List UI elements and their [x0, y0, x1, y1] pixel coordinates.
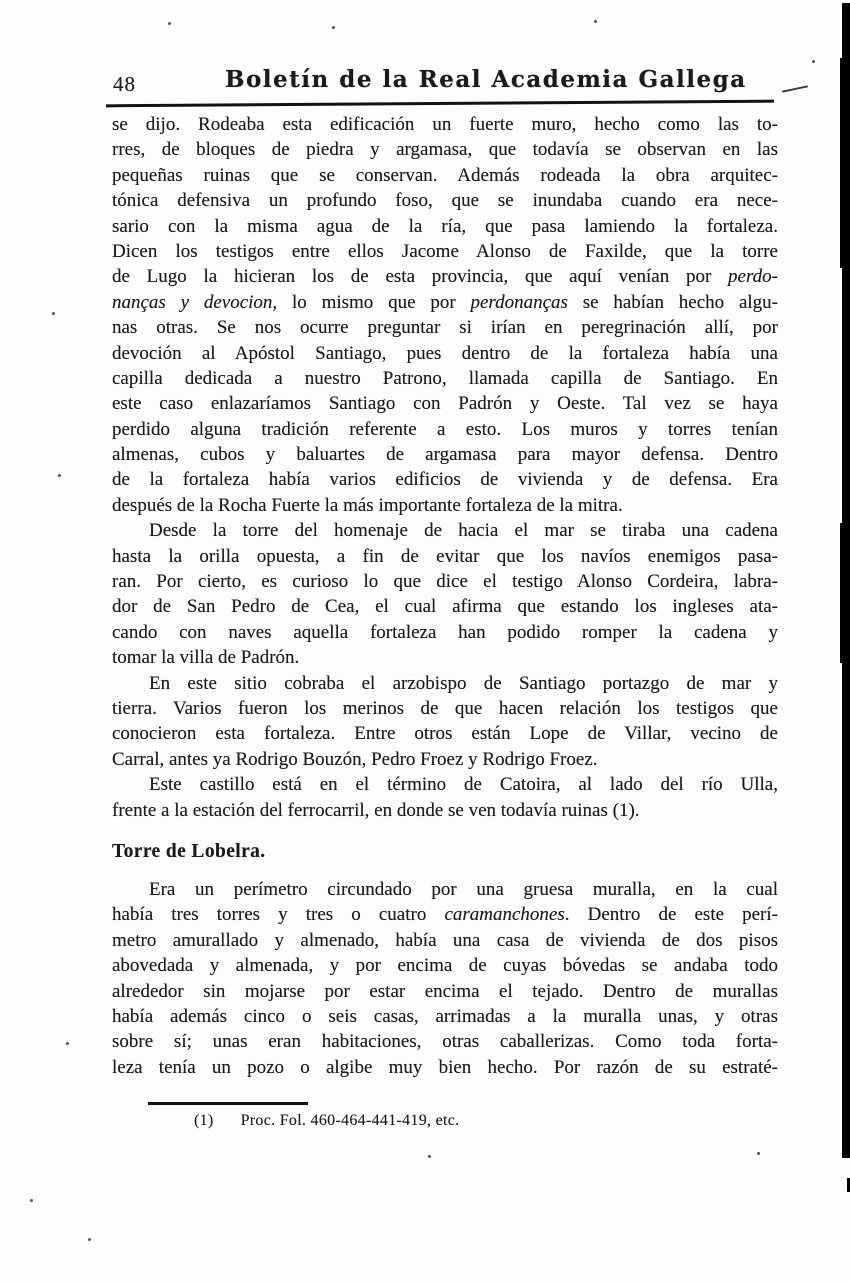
text-line: nanças y devocion, lo mismo que por perdonanças se habían hecho algu- [112, 291, 778, 313]
text-line: después de la Rocha Fuerte la más importante fortaleza de la mitra. [112, 494, 623, 516]
text-line: almenas, cubos y baluartes de argamasa para mayor defensa. Dentro [112, 444, 778, 466]
scan-speck [66, 1042, 69, 1045]
text-line: tierra. Varios fueron los merinos de que hacen relación los testigos que [112, 697, 778, 719]
scan-speck [332, 26, 335, 29]
scan-speck [594, 20, 597, 23]
text-line: tomar la villa de Padrón. [112, 647, 300, 669]
text-line: de Lugo la hicieran los de esta provincia, que aquí venían por perdo- [112, 266, 778, 288]
scan-speck [428, 1155, 431, 1158]
text-line: sario con la misma agua de la ría, que pasa lamiendo la fortaleza. [112, 215, 778, 237]
footnote-text: Proc. Fol. 460-464-441-419, etc. [240, 1112, 460, 1129]
header-rule [106, 100, 774, 108]
scan-speck [58, 474, 61, 477]
scan-speck [757, 1152, 760, 1155]
text-line: ran. Por cierto, es curioso lo que dice el testigo Alonso Cordeira, labra- [112, 571, 778, 593]
paragraph [112, 772, 778, 823]
scan-speck [812, 60, 815, 63]
footnote-marker: (1) [194, 1112, 214, 1129]
text-line: Carral, antes ya Rodrigo Bouzón, Pedro Froez y Rodrigo Froez. [112, 748, 598, 770]
text-line: alrededor sin mojarse por estar encima el tejado. Dentro de murallas [112, 980, 778, 1002]
scan-speck [168, 22, 171, 25]
page-body [112, 112, 778, 1080]
paragraph [112, 112, 778, 518]
paragraph [112, 518, 778, 670]
text-line: En este sitio cobraba el arzobispo de Santiago portazgo de mar y [149, 672, 778, 694]
footnote-rule [148, 1102, 308, 1105]
text-line: metro amurallado y almenado, había una casa de vivienda de dos pisos [112, 929, 778, 951]
text-line: sobre sí; unas eran habitaciones, otras caballerizas. Como toda forta- [112, 1031, 778, 1053]
text-line: devoción al Apóstol Santiago, pues dentro de la fortaleza había una [112, 342, 778, 364]
text-line: perdido alguna tradición referente a esto. Los muros y torres tenían [112, 418, 778, 440]
text-line: cando con naves aquella fortaleza han podido romper la cadena y [112, 621, 778, 643]
text-line: Dicen los testigos entre ellos Jacome Alonso de Faxilde, que la torre [112, 240, 778, 262]
scan-speck [52, 312, 55, 315]
text-line: tónica defensiva un profundo foso, que se inundaba cuando era nece- [112, 190, 778, 212]
paragraph [112, 877, 778, 1080]
scan-speck [30, 1199, 33, 1202]
text-line: había además cinco o seis casas, arrimadas a la muralla unas, y otras [112, 1005, 778, 1027]
text-line: se dijo. Rodeaba esta edificación un fuerte muro, hecho como las to- [112, 114, 778, 135]
text-line: leza tenía un pozo o algibe muy bien hecho. Por razón de su estraté- [112, 1056, 778, 1078]
text-line: este caso enlazaríamos Santiago con Padrón y Oeste. Tal vez se haya [112, 393, 778, 415]
text-line: nas otras. Se nos ocurre preguntar si irían en peregrinación allí, por [112, 317, 778, 339]
journal-title: Boletín de la Real Academia Gallega [225, 66, 747, 93]
footnote [194, 1112, 459, 1130]
page-number: 48 [113, 72, 136, 96]
section-heading: Torre de Lobelra. [112, 840, 266, 862]
text-line: conocieron esta fortaleza. Entre otros están Lope de Villar, vecino de [112, 723, 778, 745]
paragraph [112, 671, 778, 773]
text-line: de la fortaleza había varios edificios de vivienda y de defensa. Era [112, 469, 778, 491]
text-line: Este castillo está en el término de Catoira, al lado del río Ulla, [149, 774, 778, 796]
pen-mark [782, 85, 808, 92]
text-line: dor de San Pedro de Cea, el cual afirma que estando los ingleses ata- [112, 596, 778, 618]
text-line: rres, de bloques de piedra y argamasa, que todavía se observan en las [112, 139, 778, 161]
text-line: hasta la orilla opuesta, a fin de evitar que los navíos enemigos pasa- [112, 545, 778, 567]
text-line: capilla dedicada a nuestro Patrono, llamada capilla de Santiago. En [112, 367, 778, 389]
text-line: abovedada y almenada, y por encima de cuyas bóvedas se andaba todo [112, 955, 778, 977]
scan-edge-artifact [842, 3, 850, 1158]
text-line: Desde la torre del homenaje de hacia el mar se tiraba una cadena [149, 520, 778, 542]
text-line: pequeñas ruinas que se conservan. Además rodeada la obra arquitec- [112, 164, 778, 186]
text-line: Era un perímetro circundado por una gruesa muralla, en la cual [149, 878, 778, 900]
text-line: frente a la estación del ferrocarril, en donde se ven todavía ruinas (1). [112, 799, 640, 821]
text-line: había tres torres y tres o cuatro caramanchones. Dentro de este perí- [112, 904, 778, 926]
scan-speck [88, 1238, 91, 1241]
